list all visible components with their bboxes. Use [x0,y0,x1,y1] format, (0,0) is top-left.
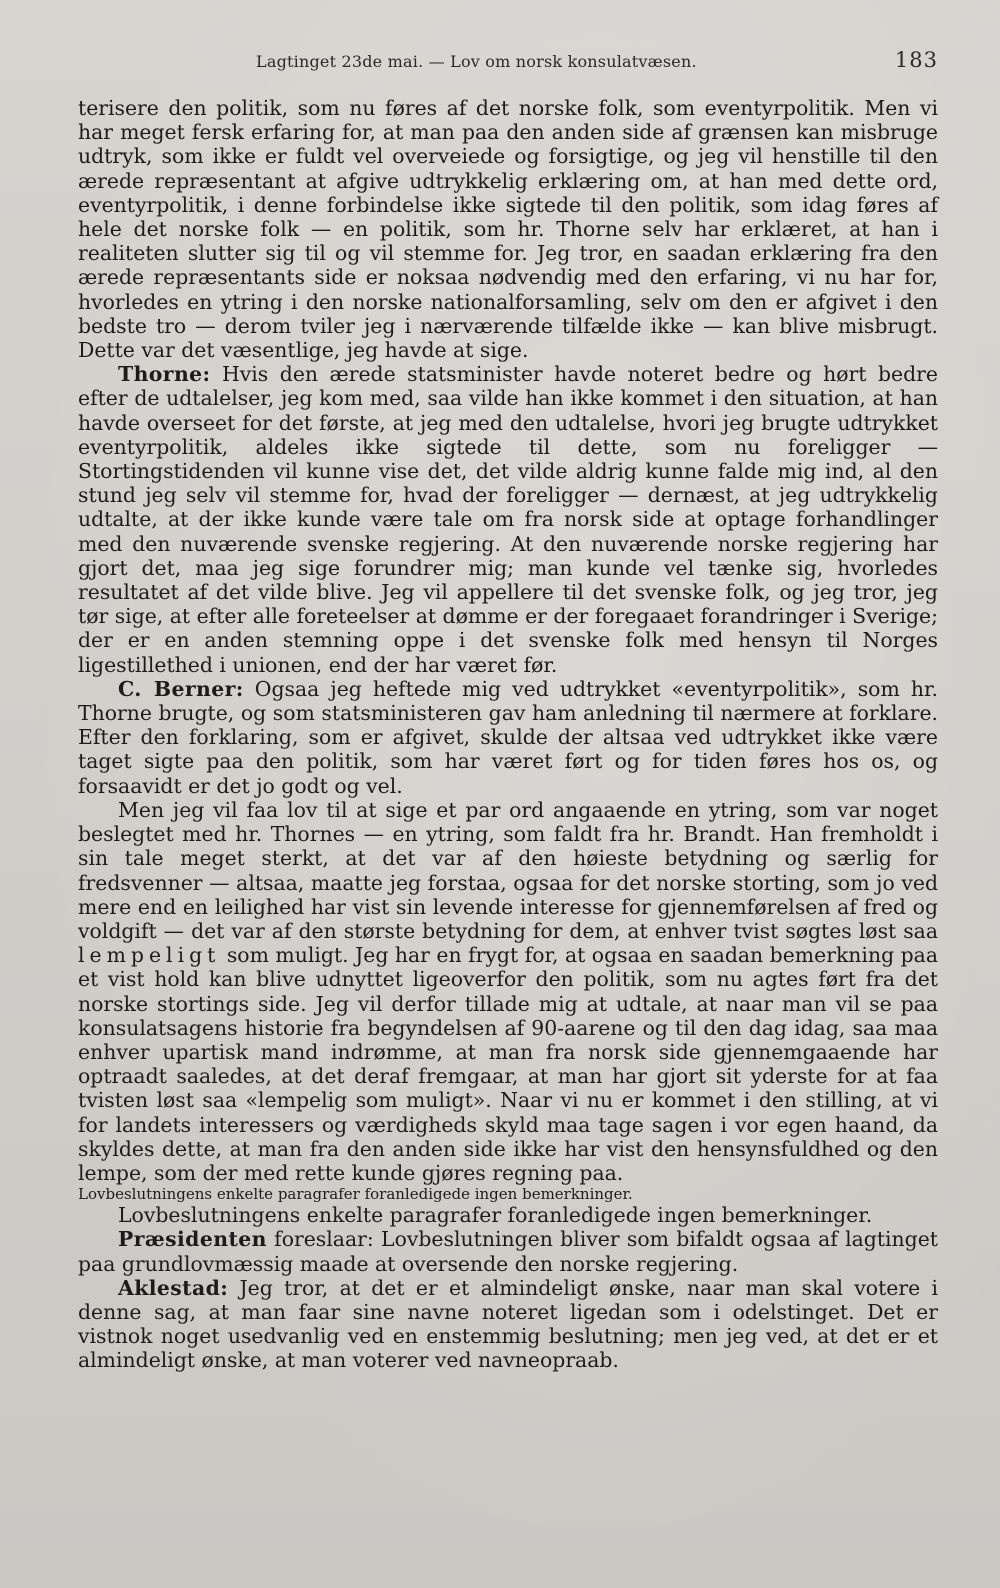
paragraph-text-before: Men jeg vil faa lov til at sige et par ord angaaende en ytring, som var noget beslegtet med hr. Thornes — en ytring, som faldt fra hr. Brandt. Han fremholdt i sin tale meget sterkt, at det var af den høieste betydning og særlig for fredsvenner — altsaa, maatte jeg forstaa, ogsaa for det norske storting, som jo ved mere end en leilighed har vist sin levende interesse for gjennemførelsen af fred og voldgift — det var af den største betydning for dem, at enhver tvist søgtes løst saa [78,797,938,943]
speaker-name: C. Berner: [118,676,244,701]
paragraph-text: Hvis den ærede statsminister havde noteret bedre og hørt bedre efter de udtalelser, jeg kom med, saa vilde han ikke kommet i den situation, at han havde overseet for det første, at jeg med den udtalelse, hvori jeg brugte udtrykket eventyrpolitik, aldeles ikke sigtede til dette, som nu foreligger — Stortingstidenden vil kunne vise det, det vilde aldrig kunne falde mig ind, al den stund jeg selv vil stemme for, hvad der foreligger — dernæst, at jeg udtrykkelig udtalte, at der ikke kunde være tale om fra norsk side at optage forhandlinger med den nuværende svenske regjering. At den nuværende norske regjering har gjort det, maa jeg sige forundrer mig; man kunde vel tænke sig, hvorledes resultatet af det vilde blive. Jeg vil appellere til det svenske folk, og jeg tror, jeg tør sige, at efter alle foreteelser at dømme er der foregaaet forandringer i Sverige; der er en anden stemning oppe i det svenske folk med hensyn til Norges ligestillethed i unionen, end der har været før. [78,362,938,677]
speaker-name: Thorne: [118,362,211,387]
paragraph-berner [78,677,938,798]
paragraph-aklestad [78,1276,938,1373]
running-title: Lagtinget 23de mai. — Lov om norsk konsulatvæsen. [256,52,697,71]
running-header [78,48,938,82]
small-note: Lovbeslutningens enkelte paragrafer foranledigede ingen bemerkninger. [78,1185,633,1204]
body-text [78,96,938,1373]
paragraph-text: Ogsaa jeg heftede mig ved udtrykket «eventyrpolitik», som hr. Thorne brugte, og som statsministeren gav ham anledning til nærmere at forklare. Efter den forklaring, som er afgivet, skulde der altsaa ved udtrykket ikke være taget sigte paa den politik, som har været ført og for tiden føres hos os, og forsaavidt er det jo godt og vel. [78,676,938,798]
spaced-word: lempeligt [78,943,221,968]
paragraph-thorne [78,362,938,677]
paragraph-closing-statement [78,1203,938,1227]
paragraph-text: terisere den politik, som nu føres af det norske folk, som eventyrpolitik. Men vi har meget fersk erfaring for, at man paa den anden side af grænsen kan misbruge udtryk, som ikke er fuldt vel overveiede og forsigtige, og jeg vil henstille til den ærede repræsentant at afgive udtrykkelig erklæring om, at han med dette ord, eventyrpolitik, i denne forbindelse ikke sigtede til den politik, som idag føres af hele det norske folk — en politik, som hr. Thorne selv har erklæret, at han i realiteten slutter sig til og vil stemme for. Jeg tror, en saadan erklæring fra den ærede repræsentants side er noksaa nødvendig med den erfaring, vi nu har for, hvorledes en ytring i den norske nationalforsamling, selv om den er afgivet i den bedste tro — derom tviler jeg i nærværende tilfælde ikke — kan blive misbrugt. Dette var det væsentlige, jeg havde at sige. [78,96,938,363]
speaker-name: Aklestad: [118,1275,229,1300]
speaker-name: Præsidenten [118,1227,267,1252]
paragraph-text: Jeg tror, at det er et almindeligt ønske, naar man skal votere i denne sag, at man faar sine navne noteret ligedan som i odelstinget. Det er vistnok noget usedvanlig ved en enstemmig beslutning; men jeg ved, at det er et almindeligt ønske, at man voterer ved navneopraab. [78,1275,938,1373]
page-number: 183 [894,48,938,72]
paragraph-text: Lovbeslutningens enkelte paragrafer foranledigede ingen bemerkninger. [118,1203,873,1228]
paragraph-berner-continued [78,798,938,1185]
paragraph-president [78,1227,938,1275]
paragraph-continuation [78,96,938,362]
paragraph-text-after: som muligt. Jeg har en frygt for, at ogsaa en saadan bemerkning paa et vist hold kan blive udnyttet ligeoverfor den politik, som nu agtes ført fra det norske stortings side. Jeg vil derfor tillade mig at udtale, at naar man vil se paa konsulatsagens historie fra begyndelsen af 90-aarene og til den dag idag, saa maa enhver upartisk mand indrømme, at man fra norsk side gjennemgaaende har optraadt saaledes, at det deraf fremgaar, at man har gjort sit yderste for at faa tvisten løst saa «lempelig som muligt». Naar vi nu er kommet i den stilling, at vi for landets interessers og værdigheds skyld maa tage sagen i vor egen haand, da skyldes dette, at man fra den anden side ikke har vist den hensynsfuldhed og den lempe, som der med rette kunde gjøres regning paa. [78,943,938,1185]
paragraph-text: foreslaar: Lovbeslutningen bliver som bifaldt ogsaa af lagtinget paa grundlovmæssig maade at oversende den norske regjering. [78,1227,938,1276]
